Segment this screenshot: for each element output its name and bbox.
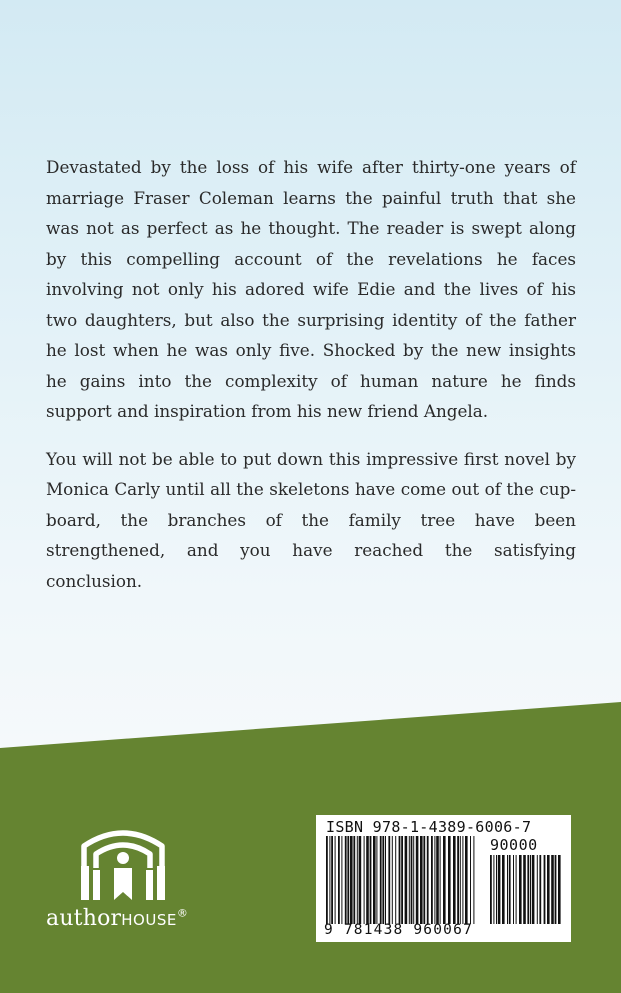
authorhouse-logo-icon [76, 826, 170, 904]
publisher-name-house: HOUSE [121, 911, 177, 929]
isbn-label: ISBN 978-1-4389-6006-7 [326, 818, 532, 836]
ean-digits: 9 781438 960067 [324, 922, 473, 938]
blurb-paragraph-1: Devastated by the loss of his wife after thirty-one years of marriage Fraser Coleman learns the painful truth that she was not as perfect as he thought. The reader is swept along by this compelling account of the revelations he faces involving not only his adored wife Edie and the lives of his two daughters, but also the surprising identity of the father he lost when he was only five. Shocked by the new insights he gains into the complexity of human nature he finds support and inspiration from his new friend Angela. [46, 157, 576, 421]
ean-barcode-bars [326, 836, 476, 924]
isbn-barcode [316, 815, 571, 942]
registered-mark: ® [176, 906, 189, 920]
price-addon-barcode-bars [490, 855, 561, 924]
publisher-wordmark [46, 906, 188, 931]
publisher-logo [46, 826, 216, 936]
publisher-name-author: author [46, 906, 122, 931]
price-code: 90000 [490, 836, 538, 854]
blurb-paragraph-2: You will not be able to put down this impressive first novel by Monica Carly until all the skeletons have come out of the cup-board, the branches of the family tree have been strengthened, and you have reached the satisfying conclusion. [46, 448, 576, 591]
blurb-text [46, 152, 576, 613]
